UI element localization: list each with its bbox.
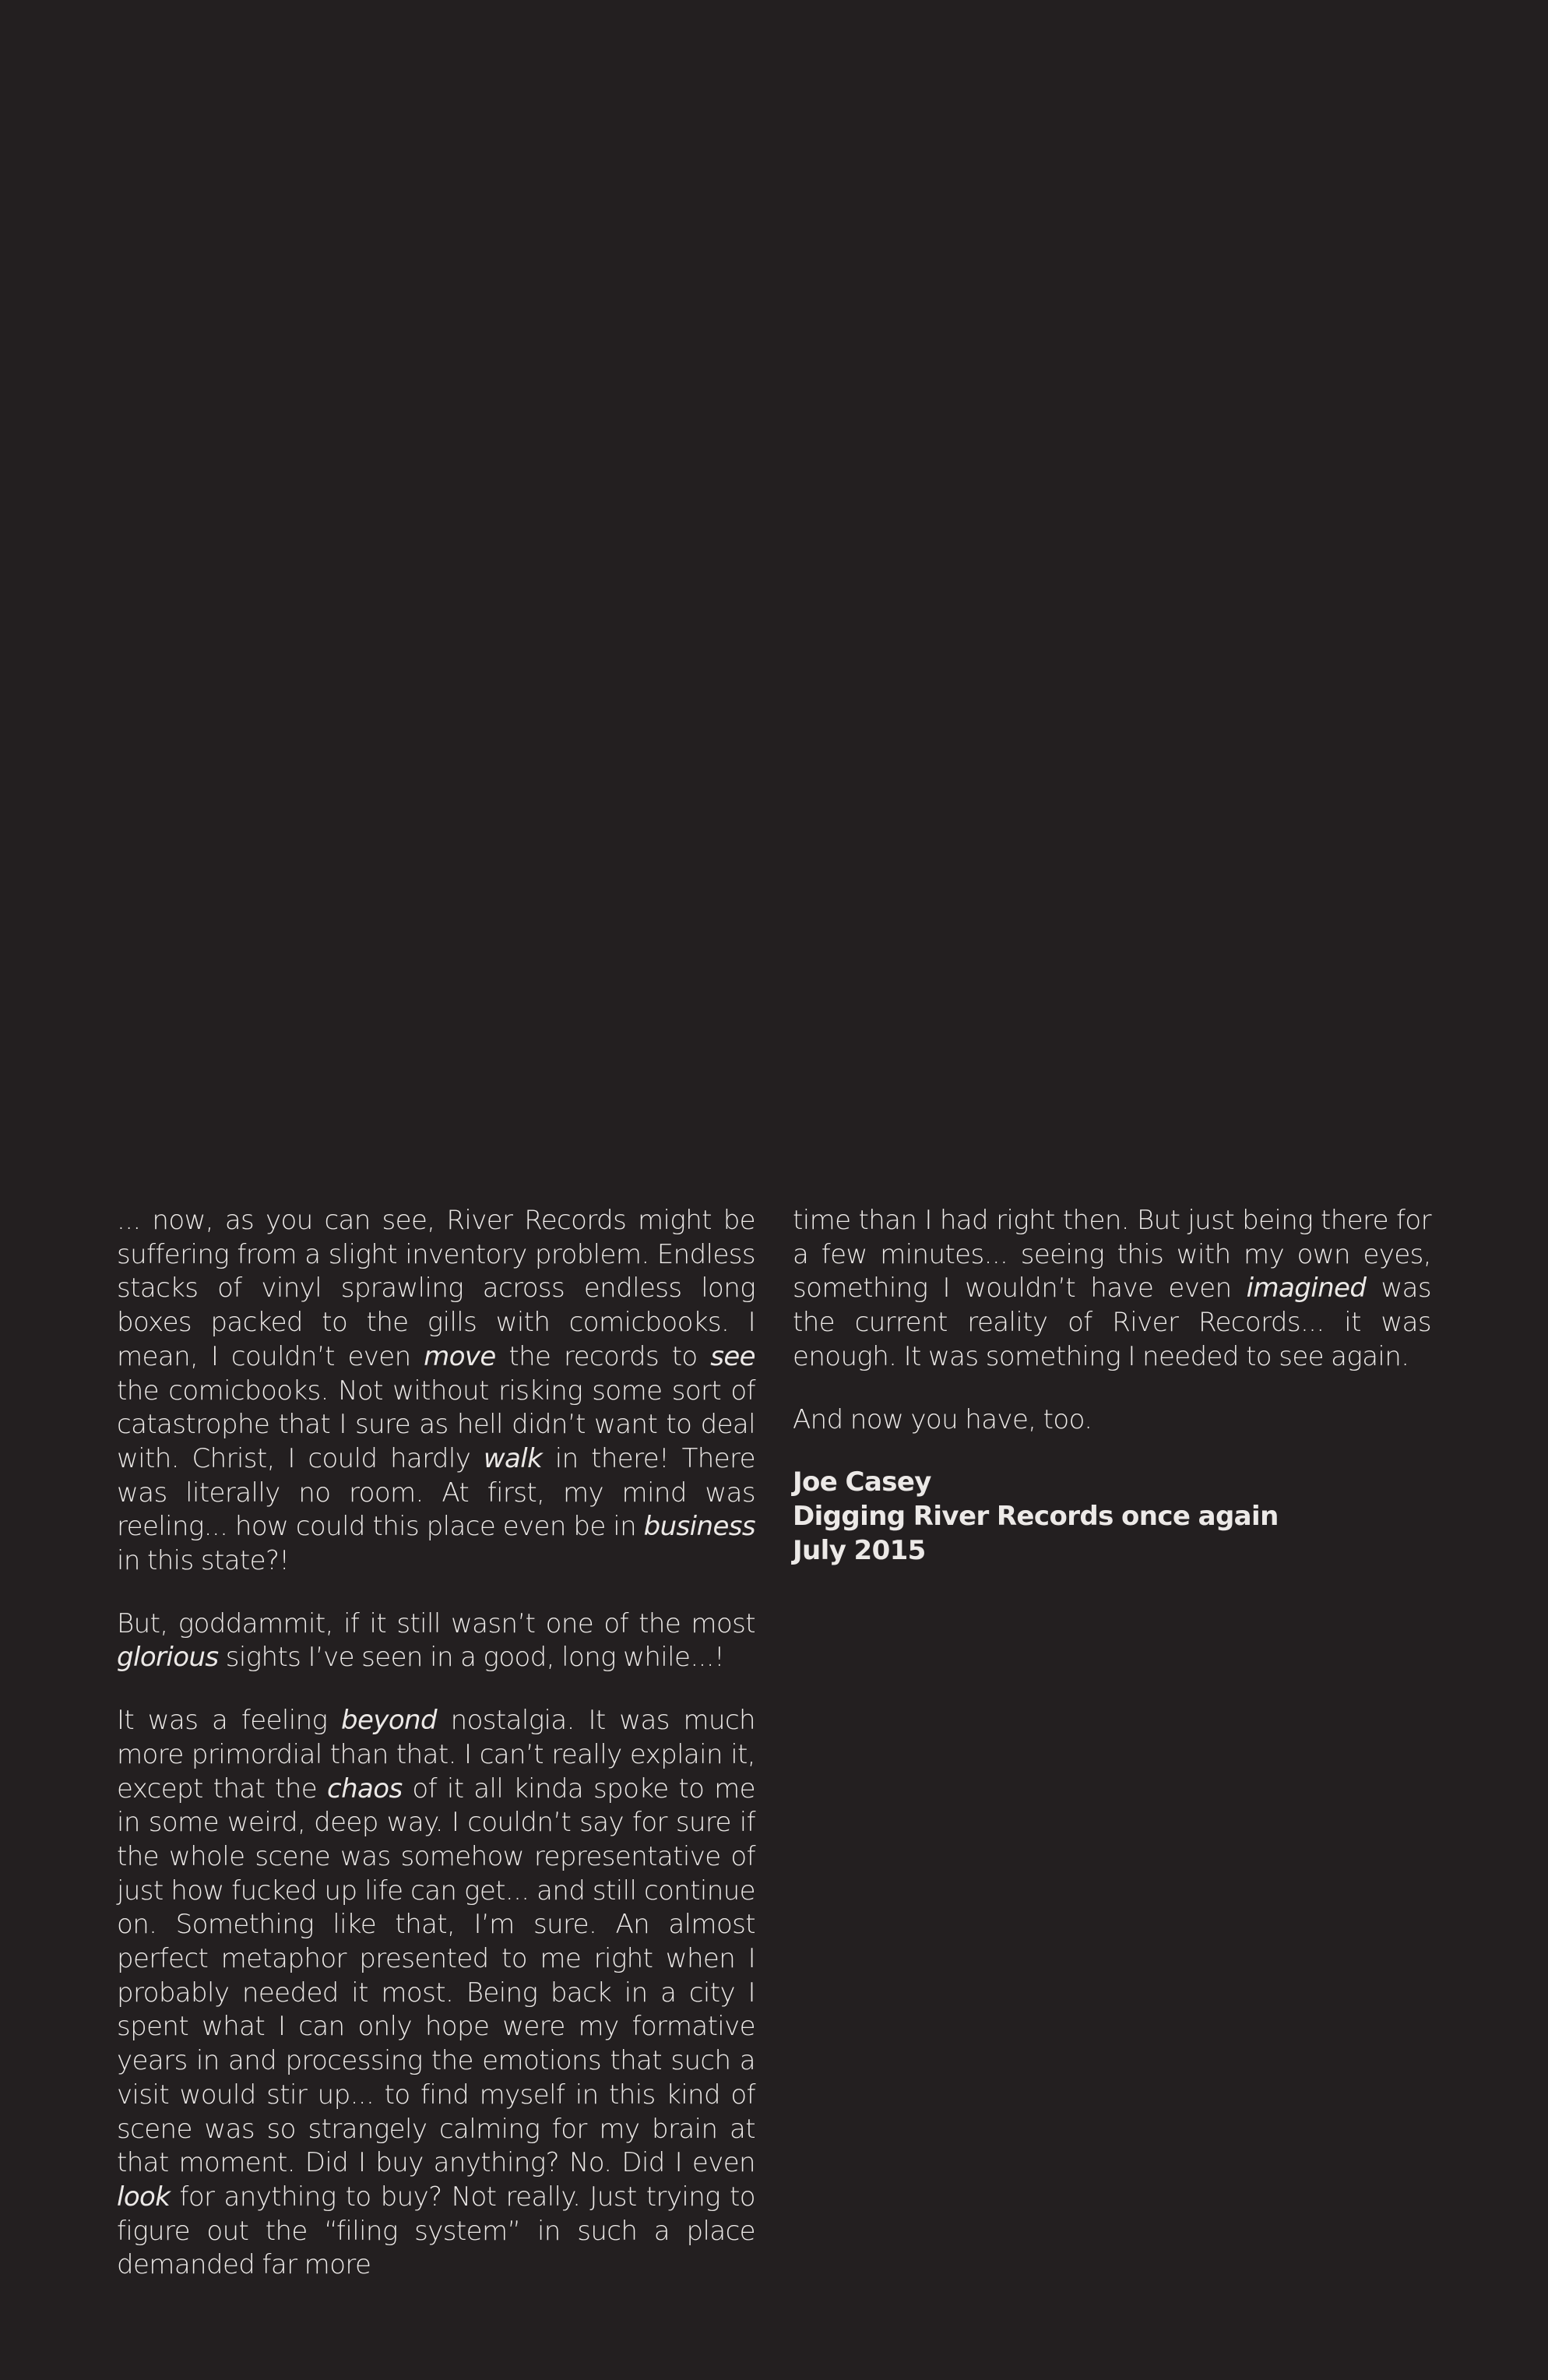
- paragraph-5: And now you have, too.: [793, 1403, 1092, 1435]
- text-run: But, goddammit, if it still wasn’t one of the most: [117, 1607, 755, 1639]
- text-run: for anything to buy? Not really. Just trying to figure out the “filing system” in such a place demanded far more: [117, 2181, 755, 2281]
- paragraph-2: [117, 1607, 755, 1675]
- emphasis-glorious: glorious: [117, 1642, 219, 1674]
- paragraph-1: [117, 1204, 755, 1579]
- emphasis-beyond: beyond: [341, 1705, 437, 1737]
- text-run: It was a feeling: [117, 1705, 342, 1737]
- emphasis-business: business: [643, 1511, 755, 1543]
- text-run: the comicbooks. Not without risking some sort of catastrophe that I sure as hell didn’t want to deal with. Christ, I could hardly: [117, 1375, 755, 1474]
- emphasis-look: look: [117, 2181, 171, 2213]
- text-run: sights I’ve seen in a good, long while...!: [218, 1642, 724, 1674]
- text-run: of it all kinda spoke to me in some weird, deep way. I couldn’t say for sure if the whole scene was somehow representative of just how fucked up life can get... and still continue on. Something like that, I’m sure. An almost perfect metaphor presented to me right when I probably needed it most. Being back in a city I spent what I can only hope were my formative years in and processing the emotions that such a visit would stir up... to find myself in this kind of scene was so strangely calming for my brain at that moment. Did I buy anything? No. Did I even: [117, 1773, 755, 2179]
- emphasis-move: move: [424, 1340, 496, 1372]
- emphasis-see: see: [710, 1340, 755, 1372]
- paragraph-4: [793, 1204, 1431, 1375]
- text-run: was the current reality of River Records... it was enough. It was something I needed to see again.: [793, 1273, 1431, 1372]
- author-name: Joe Casey: [793, 1466, 931, 1498]
- emphasis-chaos: chaos: [326, 1773, 403, 1804]
- text-run: nostalgia. It was much more primordial than that. I can’t really explain it, except that the: [117, 1705, 755, 1804]
- emphasis-imagined: imagined: [1246, 1273, 1367, 1304]
- text-run: the records to: [495, 1340, 711, 1372]
- paragraph-3: [117, 1704, 755, 2283]
- signature-line: Digging River Records once again: [793, 1500, 1279, 1532]
- text-run: ... now, as you can see, River Records might be suffering from a slight inventory problem. Endless stacks of vinyl sprawling across endless long boxes packed to the gills with comicbooks. I mean, I couldn’t even: [117, 1205, 755, 1372]
- text-run: time than I had right then. But just being there for a few minutes... seeing this with my own eyes, something I wouldn’t have even: [793, 1205, 1431, 1304]
- signature-date: July 2015: [793, 1534, 926, 1566]
- signature-block: [793, 1466, 1431, 1568]
- left-column: [117, 1204, 755, 2311]
- emphasis-walk: walk: [483, 1442, 543, 1474]
- text-run: in there! There was literally no room. At first, my mind was reeling... how could this place even be in: [117, 1442, 755, 1543]
- text-run: in this state?!: [117, 1545, 290, 1577]
- right-column: [793, 1204, 1431, 1568]
